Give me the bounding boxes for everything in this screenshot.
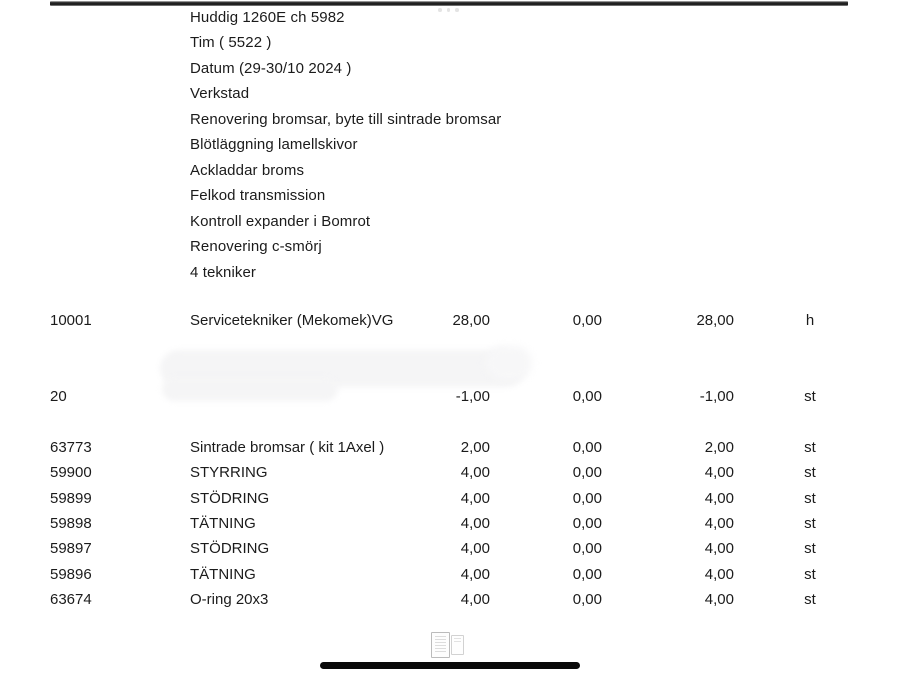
note-line: Tim ( 5522 ) — [190, 34, 272, 52]
cell-unit: st — [804, 439, 816, 456]
cell-v1: -1,00 — [455, 388, 490, 405]
table-row — [0, 312, 900, 329]
cell-v2: 0,00 — [572, 591, 602, 608]
cell-v2: 0,00 — [572, 439, 602, 456]
page-thumbnail-small — [451, 635, 464, 655]
cell-code: 10001 — [50, 312, 92, 329]
cell-v1: 28,00 — [452, 312, 490, 329]
cell-v1: 2,00 — [460, 439, 490, 456]
cell-v2: 0,00 — [572, 490, 602, 507]
work-order-notes — [190, 5, 501, 285]
note-line: Huddig 1260E ch 5982 — [190, 9, 345, 26]
cell-desc: STÖDRING — [190, 490, 270, 507]
cell-code: 63773 — [50, 439, 92, 456]
note-line: Ackladdar broms — [190, 161, 305, 179]
redaction-smudge — [160, 350, 525, 387]
cell-code: 59900 — [50, 464, 92, 481]
cell-v3: 4,00 — [704, 540, 734, 557]
table-row — [0, 591, 900, 608]
table-row — [0, 439, 900, 456]
cell-v1: 4,00 — [460, 490, 490, 507]
cell-desc: STÖDRING — [190, 540, 270, 557]
cell-unit: st — [804, 464, 816, 481]
cell-code: 20 — [50, 388, 67, 405]
table-row — [0, 515, 900, 532]
note-line: Felkod transmission — [190, 187, 326, 205]
cell-v1: 4,00 — [460, 566, 490, 583]
cell-v3: 4,00 — [704, 591, 734, 608]
cell-v3: 4,00 — [704, 490, 734, 507]
cell-unit: h — [805, 312, 815, 329]
cell-desc: TÄTNING — [190, 566, 256, 583]
cell-desc: Sintrade bromsar ( kit 1Axel ) — [190, 439, 385, 456]
cell-v2: 0,00 — [572, 566, 602, 583]
cell-v3: 4,00 — [704, 464, 734, 481]
cell-code: 63674 — [50, 591, 92, 608]
cell-desc: TÄTNING — [190, 515, 256, 532]
note-line: Renovering c-smörj — [190, 238, 322, 256]
table-row — [0, 540, 900, 557]
cell-unit: st — [804, 515, 816, 532]
cell-v2: 0,00 — [572, 388, 602, 405]
note-line: Verkstad — [190, 85, 250, 103]
cell-code: 59896 — [50, 566, 92, 583]
cell-desc: STYRRING — [190, 464, 268, 481]
cell-v3: -1,00 — [699, 388, 734, 405]
cell-unit: st — [804, 566, 816, 583]
table-row — [0, 388, 900, 405]
cell-unit: st — [804, 591, 816, 608]
cell-v1: 4,00 — [460, 591, 490, 608]
redaction-smudge — [486, 346, 532, 380]
cell-v3: 4,00 — [704, 566, 734, 583]
cell-v3: 28,00 — [696, 312, 734, 329]
note-line: 4 tekniker — [190, 263, 257, 281]
cell-code: 59897 — [50, 540, 92, 557]
table-row — [0, 566, 900, 583]
cell-v1: 4,00 — [460, 464, 490, 481]
cell-v2: 0,00 — [572, 540, 602, 557]
cell-v1: 4,00 — [460, 515, 490, 532]
cell-code: 59899 — [50, 490, 92, 507]
cell-unit: st — [804, 490, 816, 507]
note-line: Datum (29-30/10 2024 ) — [190, 59, 352, 77]
cell-v2: 0,00 — [572, 312, 602, 329]
note-line: Kontroll expander i Bomrot — [190, 212, 371, 230]
cell-v3: 4,00 — [704, 515, 734, 532]
page-thumbnail-large — [431, 632, 450, 658]
cell-unit: st — [804, 388, 816, 405]
cell-code: 59898 — [50, 515, 92, 532]
cell-desc: O-ring 20x3 — [190, 591, 269, 608]
cell-v2: 0,00 — [572, 515, 602, 532]
cell-v1: 4,00 — [460, 540, 490, 557]
cell-v2: 0,00 — [572, 464, 602, 481]
table-row — [0, 464, 900, 481]
cell-v3: 2,00 — [704, 439, 734, 456]
page-thumbnails-icon[interactable] — [431, 632, 465, 659]
home-indicator[interactable] — [320, 662, 580, 669]
cell-unit: st — [804, 540, 816, 557]
note-line: Renovering bromsar, byte till sintrade bromsar — [190, 110, 502, 128]
note-line: Blötläggning lamellskivor — [190, 136, 358, 154]
table-row — [0, 490, 900, 507]
cell-desc: Servicetekniker (Mekomek)VG — [190, 312, 394, 329]
